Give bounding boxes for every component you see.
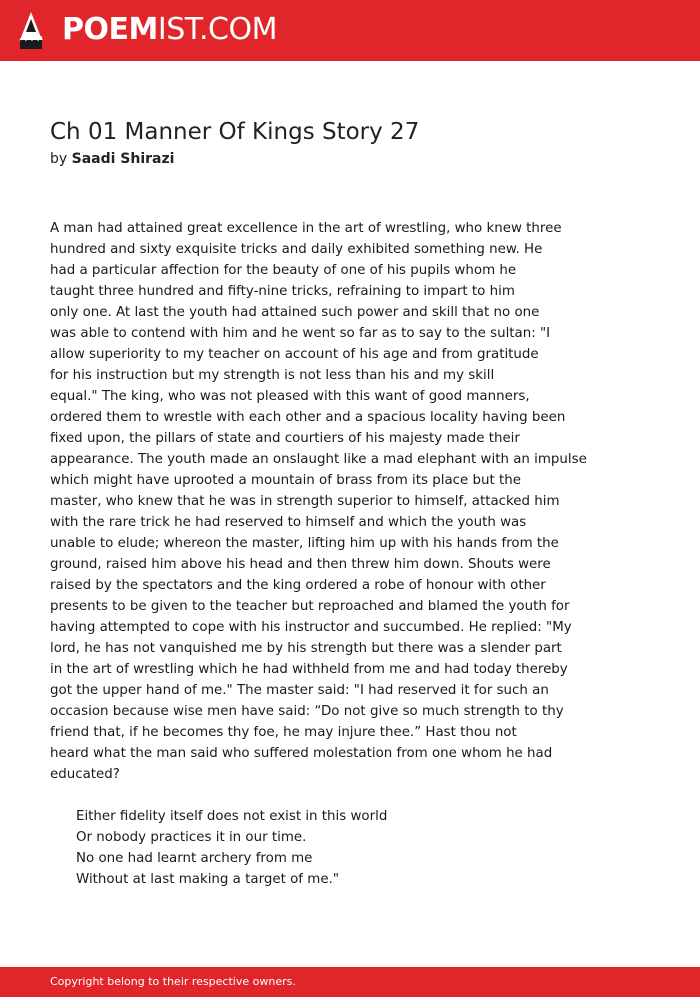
prose-line: heard what the man said who suffered molestation from one whom he had: [50, 746, 553, 761]
prose-line: had a particular affection for the beauty of one of his pupils whom he: [50, 263, 517, 278]
verse-line: Either fidelity itself does not exist in this world: [76, 809, 388, 824]
logo-text-bold: POEM: [62, 12, 158, 47]
prose-line: fixed upon, the pillars of state and courtiers of his majesty made their: [50, 431, 520, 446]
prose-line: got the upper hand of me." The master said: "I had reserved it for such an: [50, 683, 549, 698]
prose-line: ordered them to wrestle with each other and a spacious locality having been: [50, 410, 566, 425]
prose-line: for his instruction but my strength is not less than his and my skill: [50, 368, 495, 383]
prose-line: taught three hundred and fifty-nine tricks, refraining to impart to him: [50, 284, 515, 299]
prose-line: appearance. The youth made an onslaught like a mad elephant with an impulse: [50, 452, 587, 467]
poem-title: Ch 01 Manner Of Kings Story 27: [50, 119, 420, 145]
prose-line: was able to contend with him and he went so far as to say to the sultan: "I: [50, 326, 551, 341]
prose-line: presents to be given to the teacher but reproached and blamed the youth for: [50, 599, 570, 614]
stanza-gap: [50, 785, 650, 806]
logo-text-light: IST.COM: [157, 12, 277, 47]
byline: [50, 148, 174, 170]
prose-line: A man had attained great excellence in the art of wrestling, who knew three: [50, 221, 562, 236]
verse-line: Without at last making a target of me.": [76, 872, 339, 887]
prose-line: only one. At last the youth had attained such power and skill that no one: [50, 305, 540, 320]
prose-line: raised by the spectators and the king ordered a robe of honour with other: [50, 578, 546, 593]
prose-line: occasion because wise men have said: “Do not give so much strength to thy: [50, 704, 564, 719]
prose-line: which might have uprooted a mountain of brass from its place but the: [50, 473, 522, 488]
site-header: [0, 0, 700, 61]
prose-line: with the rare trick he had reserved to himself and which the youth was: [50, 515, 527, 530]
prose-line: equal." The king, who was not pleased with this want of good manners,: [50, 389, 530, 404]
prose-line: friend that, if he becomes thy foe, he may injure thee.” Hast thou not: [50, 725, 517, 740]
prose-line: educated?: [50, 767, 120, 782]
prose-line: unable to elude; whereon the master, lifting him up with his hands from the: [50, 536, 559, 551]
prose-line: allow superiority to my teacher on account of his age and from gratitude: [50, 347, 539, 362]
poem-body: [50, 218, 650, 890]
prose-line: in the art of wrestling which he had withheld from me and had today thereby: [50, 662, 568, 677]
site-logo[interactable]: [62, 10, 277, 50]
prose-line: ground, raised him above his head and then threw him down. Shouts were: [50, 557, 551, 572]
site-footer: [0, 967, 700, 997]
prose-line: lord, he has not vanquished me by his strength but there was a slender part: [50, 641, 562, 656]
pen-nib-icon[interactable]: [18, 10, 44, 52]
prose-line: having attempted to cope with his instructor and succumbed. He replied: "My: [50, 620, 572, 635]
verse-section: [50, 806, 650, 890]
prose-line: hundred and sixty exquisite tricks and daily exhibited something new. He: [50, 242, 543, 257]
copyright-text: Copyright belong to their respective owners.: [50, 975, 296, 988]
prose-section: [50, 218, 650, 785]
verse-line: Or nobody practices it in our time.: [76, 830, 307, 845]
verse-line: No one had learnt archery from me: [76, 851, 313, 866]
prose-line: master, who knew that he was in strength superior to himself, attacked him: [50, 494, 560, 509]
by-label: by: [50, 151, 68, 167]
author-name: Saadi Shirazi: [71, 151, 175, 167]
